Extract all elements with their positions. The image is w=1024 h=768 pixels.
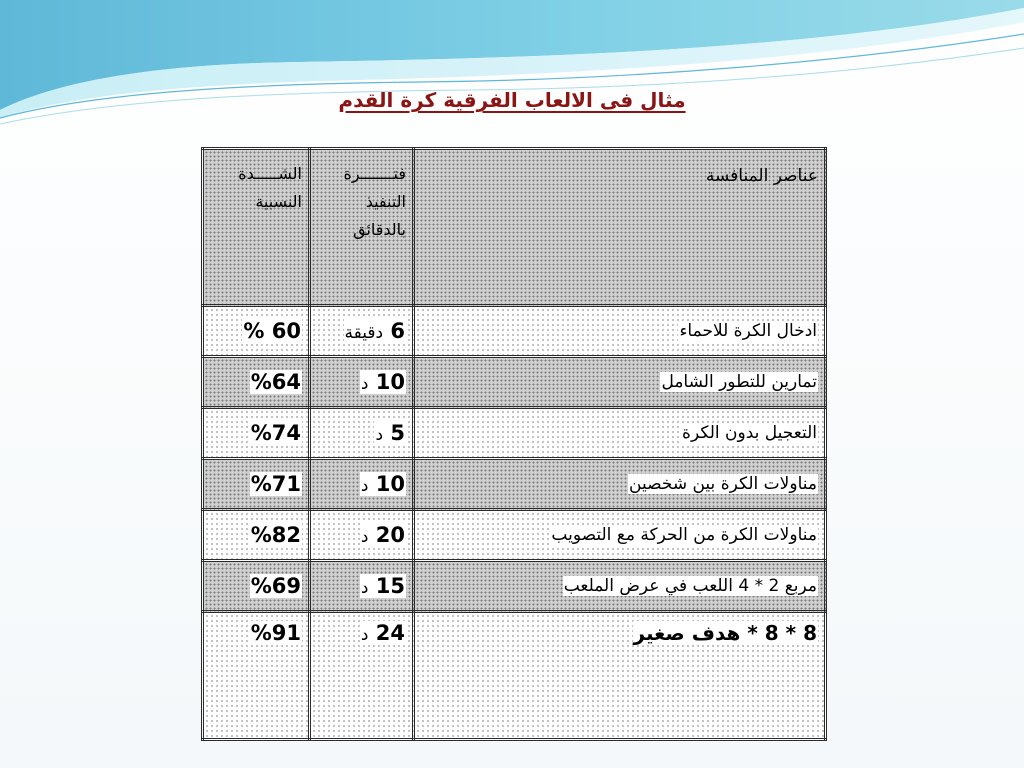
cell-intensity: %74 [203,408,310,459]
table-row [203,357,826,408]
cell-duration: 10 د [310,357,414,408]
table-row [203,459,826,510]
cell-element: 8 * 8 * هدف صغير [414,612,826,740]
cell-duration: 10 د [310,459,414,510]
training-table-wrapper [201,147,824,740]
page-title: مثال فى الالعاب الفرقية كرة القدم [338,88,686,112]
cell-intensity: 60 % [203,306,310,357]
cell-intensity: %69 [203,561,310,612]
cell-intensity: %91 [203,612,310,740]
header-element: عناصر المنافسة [414,149,826,306]
table-row [203,510,826,561]
cell-intensity: %71 [203,459,310,510]
cell-element: مناولات الكرة من الحركة مع التصويب [414,510,826,561]
table-row [203,612,826,740]
cell-duration: 6 دقيقة [310,306,414,357]
cell-duration: 15 د [310,561,414,612]
table-header-row [203,149,826,306]
cell-element: التعجيل بدون الكرة [414,408,826,459]
cell-element: تمارين للتطور الشامل [414,357,826,408]
cell-element: مربع 2 * 4 اللعب في عرض الملعب [414,561,826,612]
table-row [203,408,826,459]
cell-element: ادخال الكرة للاحماء [414,306,826,357]
table-row [203,306,826,357]
cell-intensity: %64 [203,357,310,408]
cell-duration: 20 د [310,510,414,561]
cell-duration: 24 د [310,612,414,740]
header-duration: فتـــــــرة التنفيذ بالدقائق [310,149,414,306]
cell-duration: 5 د [310,408,414,459]
training-table [201,147,827,741]
cell-intensity: %82 [203,510,310,561]
cell-element: مناولات الكرة بين شخصين [414,459,826,510]
header-intensity: الشـــــدة النسبية [203,149,310,306]
table-row [203,561,826,612]
